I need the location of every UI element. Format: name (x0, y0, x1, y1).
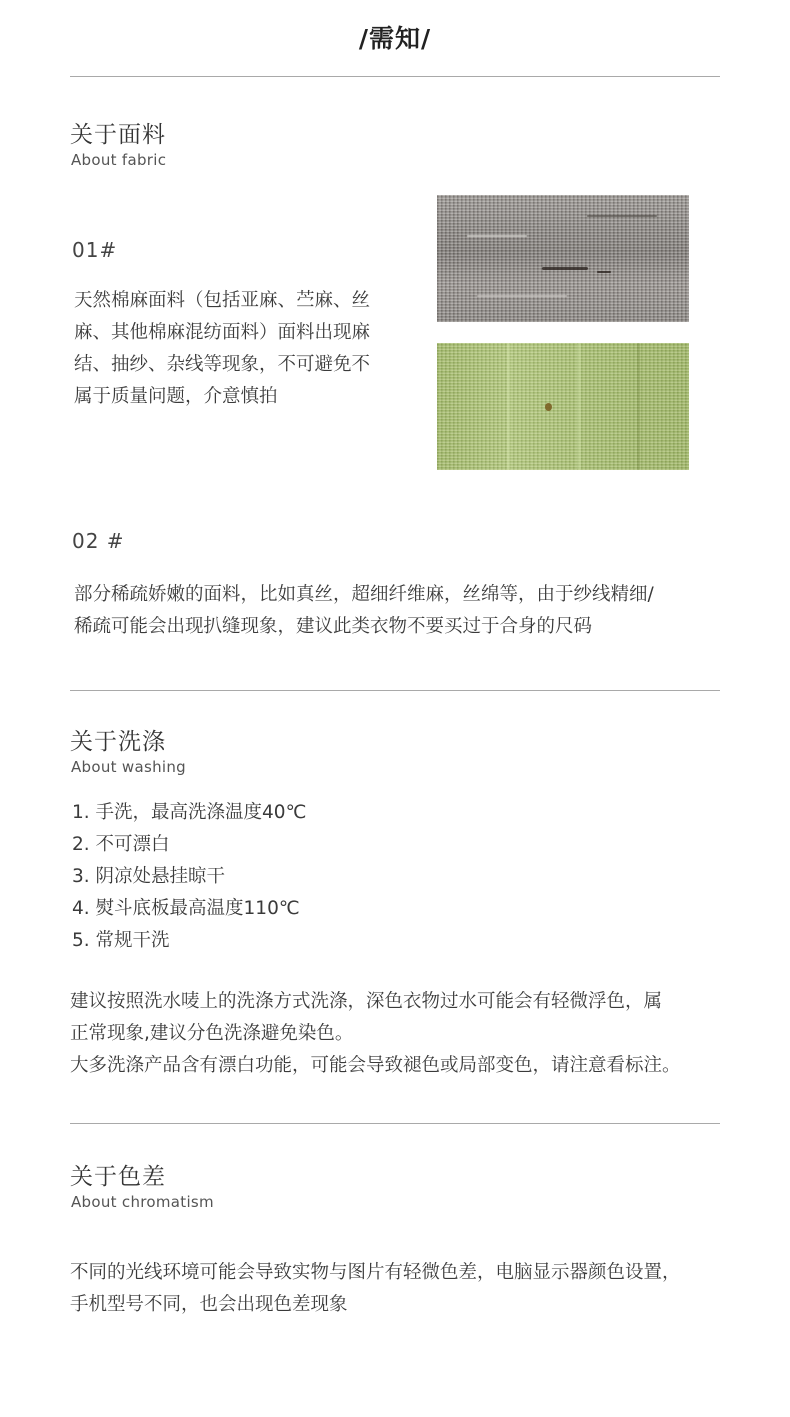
fabric-section-title: 关于面料 (70, 122, 166, 148)
washing-notes (70, 986, 750, 1082)
list-item: 4. 熨斗底板最高温度110℃ (72, 898, 300, 919)
list-item: 3. 阴凉处悬挂晾干 (72, 866, 226, 887)
list-item: 5. 常规干洗 (72, 930, 170, 951)
text-line: 天然棉麻面料（包括亚麻、苎麻、丝 (74, 290, 371, 311)
chromatism-section-subtitle: About chromatism (71, 1193, 214, 1211)
washing-section-title: 关于洗涤 (70, 729, 166, 755)
text-line: 建议按照洗水唛上的洗涤方式洗涤，深色衣物过水可能会有轻微浮色，属 (70, 991, 663, 1012)
text-line: 属于质量问题，介意慎拍 (74, 386, 278, 407)
fabric-section-subtitle: About fabric (71, 151, 167, 169)
list-item: 1. 手洗，最高洗涤温度40℃ (72, 802, 307, 823)
washing-instructions-list (72, 797, 472, 957)
text-line: 不同的光线环境可能会导致实物与图片有轻微色差，电脑显示器颜色设置， (70, 1262, 681, 1283)
text-line: 稀疏可能会出现扒缝现象，建议此类衣物不要买过于合身的尺码 (74, 616, 593, 637)
page-title: /需知/ (358, 24, 432, 53)
green-linen-swatch-image (437, 343, 689, 470)
text-line: 麻、其他棉麻混纺面料）面料出现麻 (74, 322, 371, 343)
text-line: 结、抽纱、杂线等现象，不可避免不 (74, 354, 371, 375)
fabric-item-1-number: 01# (72, 238, 118, 262)
list-item: 2. 不可漂白 (72, 834, 170, 855)
washing-section-subtitle: About washing (71, 758, 186, 776)
text-line: 部分稀疏娇嫩的面料，比如真丝，超细纤维麻，丝绵等，由于纱线精细/ (74, 584, 654, 605)
chromatism-section-title: 关于色差 (70, 1164, 166, 1190)
text-line: 手机型号不同，也会出现色差现象 (70, 1294, 348, 1315)
text-line: 大多洗涤产品含有漂白功能，可能会导致褪色或局部变色，请注意看标注。 (70, 1055, 681, 1076)
gray-linen-swatch-image (437, 195, 689, 322)
fabric-item-2-number: 02 # (72, 529, 125, 553)
divider (70, 1123, 720, 1124)
divider (70, 76, 720, 77)
chromatism-text (70, 1257, 750, 1321)
text-line: 正常现象,建议分色洗涤避免染色。 (70, 1023, 354, 1044)
divider (70, 690, 720, 691)
fabric-item-2-text (74, 579, 734, 643)
fabric-item-1-text (74, 285, 424, 413)
